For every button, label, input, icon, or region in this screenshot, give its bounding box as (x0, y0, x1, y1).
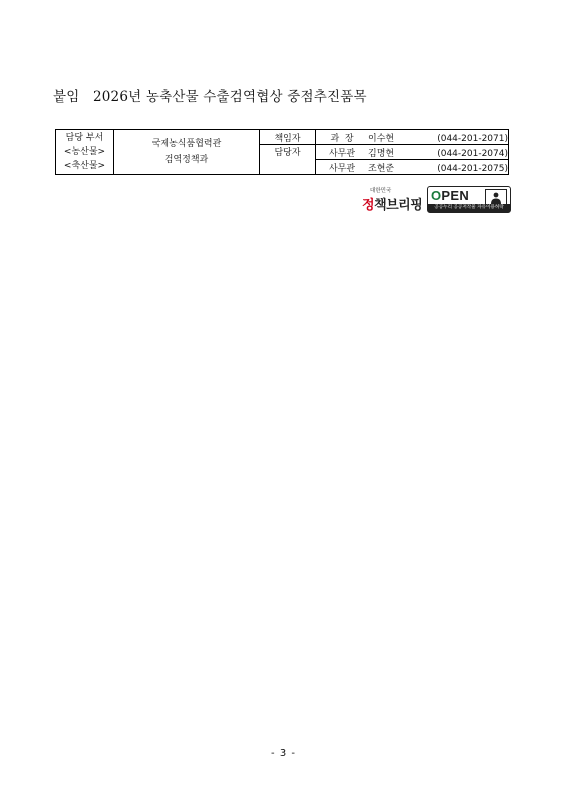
contact-name: 이수현 (368, 133, 395, 144)
contact-name: 조현준 (368, 163, 395, 174)
role-contact: 담당자 (260, 145, 316, 175)
contact-row-2 (316, 145, 509, 160)
contact-phone: (044-201-2071) (437, 133, 508, 144)
open-license-strip: 공공누리 공공저작물 자유이용허락 (428, 204, 510, 212)
contact-row-1 (316, 130, 509, 145)
policy-briefing-text: 책브리핑 (374, 198, 423, 213)
kogl-open-badge (427, 186, 511, 213)
contact-table (55, 129, 509, 175)
open-wordmark (431, 188, 469, 203)
open-wordmark-rest: PEN (441, 188, 470, 203)
contact-title: 사무관 (328, 163, 356, 174)
contact-title: 과 장 (330, 133, 354, 144)
department-cell (56, 130, 114, 175)
document-title: 붙임 2026년 농축산물 수출검역협상 중점추진품목 (53, 89, 367, 105)
contact-name: 김명현 (368, 148, 395, 159)
contact-phone: (044-201-2074) (437, 148, 508, 159)
open-wordmark-o: O (431, 188, 442, 203)
office-division: 검역정책과 (164, 155, 209, 165)
contact-row-3 (316, 160, 509, 175)
office-name: 국제농식품협력관 (151, 139, 222, 149)
contact-title: 사무관 (328, 148, 356, 159)
department-livestock: <축산물> (63, 161, 106, 171)
contact-phone: (044-201-2075) (437, 163, 508, 174)
office-cell (114, 130, 260, 175)
logo-area (362, 186, 510, 214)
page-number: - 3 - (271, 748, 296, 759)
policy-briefing-mark: 정 (362, 198, 375, 213)
attribution-icon (485, 189, 507, 205)
policy-briefing-country: 대한민국 (370, 188, 392, 194)
department-header: 담당 부서 (65, 133, 104, 143)
policy-briefing-name (362, 194, 422, 213)
person-icon (486, 191, 506, 205)
policy-briefing-logo (362, 186, 424, 214)
role-responsible: 책임자 (260, 130, 316, 145)
department-agri: <농산물> (63, 147, 106, 157)
